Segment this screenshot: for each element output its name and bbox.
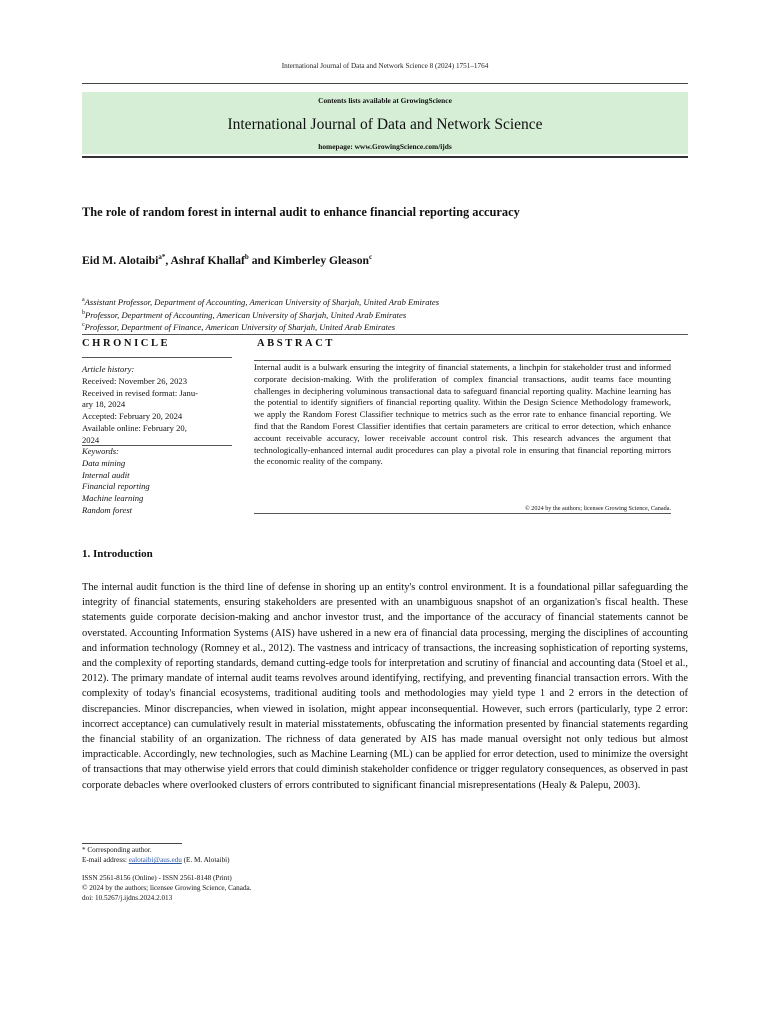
author-sup: a* [158,253,166,261]
abstract-copyright: © 2024 by the authors; licensee Growing Science, Canada. [525,505,671,512]
author-name: Kimberley Gleason [273,253,369,267]
author-name: Ashraf Khallaf [170,253,245,267]
header-rule [82,83,688,84]
revised-date-cont: ary 18, 2024 [82,399,126,410]
affiliation [82,322,688,332]
affiliation-text: Assistant Professor, Department of Accounting, American University of Sharjah, United Arab Emirates [84,297,440,307]
author-name: Eid M. Alotaibi [82,253,159,267]
keyword: Internal audit [82,469,130,480]
journal-title: International Journal of Data and Network Science [227,116,543,133]
author-list [82,253,688,267]
keyword: Financial reporting [82,481,150,492]
author-sep: and [248,253,274,267]
intro-heading: 1. Introduction [82,548,153,560]
received-date: Received: November 26, 2023 [82,375,188,386]
email-line [82,856,688,866]
keyword: Data mining [82,457,126,468]
journal-homepage: homepage: www.GrowingScience.com/ijds [318,142,452,151]
affiliation-text: Professor, Department of Accounting, American University of Sharjah, United Arab Emirates [85,310,407,320]
history-label: Article history: [82,364,135,374]
accepted-date: Accepted: February 20, 2024 [82,411,183,422]
footnote-rule [82,843,182,844]
author-sep: , [165,253,171,267]
affiliation-sup: a [82,297,85,304]
license-line: © 2024 by the authors; licensee Growing Science, Canada. [82,884,252,892]
revised-date: Received in revised format: Janu- [82,387,198,398]
corresponding-note: * Corresponding author. [82,846,152,854]
affiliation [82,310,688,320]
email-link[interactable]: ealotaibi@aus.edu [128,856,182,864]
keyword: Machine learning [82,493,144,504]
intro-paragraph: The internal audit function is the third line of defense in shoring up an entity's control environment. It is a foundational pillar safeguarding the integrity of financial statements, ensuring stakeholders are presented with an unambiguous snapshot of an organization's fiscal health. These statements guide corporate decision-making and anchor investor trust, and the importance of the accuracy of financial statements cannot be overstated. Accounting Information Systems (AIS) have ushered in a new era of financial data processing, merging the disciplines of accounting and information technology (Romney et al., 2012). The vastness and intricacy of transactions, the increasing sophistication of reporting systems, and the complexity of reporting standards, demand cutting-edge tools for interpretation and scrutiny of financial and accounting data (Stoel et al., 2012). The primary mandate of internal audit teams revolves around identifying, rectifying, and preventing financial transaction errors. With the complexity of today's financial ecosystems, traditional auditing tools and methodologies may yield type 1 and 2 errors in the detection of discrepancies. Minor discrepancies, when viewed in isolation, might appear inconsequential. However, such errors (particularly, type 2 error: incorrect acceptance) can cumulatively result in material misstatements, obfuscating the information presented by financial statements regarding the financial stability of an organization. The richness of data generated by AIS has made manual oversight not only tedious but almost impracticable. Accordingly, new technologies, such as Machine Learning (ML) can be applied for error detection, used to minimize the oversight of transactions that may otherwise yield errors that could diminish stakeholder confidence or trigger regulatory consequences, as observed in past corporate debacles where overlooked clusters of errors contributed to significant financial misrepresentations (Healy & Palepu, 2003). [82,582,688,791]
affiliation-text: Professor, Department of Finance, American University of Sharjah, United Arab Emirates [84,322,396,332]
online-date-cont: 2024 [82,434,100,445]
journal-banner [82,92,688,154]
abstract-text: Internal audit is a bulwark ensuring the integrity of financial statements, a linchpin for stakeholder trust and informed corporate decision-making. With the proliferation of complex financial transactions, audit teams face mounting challenges in deciphering voluminous transactional data to safeguard financial reporting quality. Machine learning has the potential to identify signifiers of financial reporting quality. Within the Design Science Methodology framework, we apply the Random Forest Classifier technique to metrics such as the error rate to enhance financial reporting. We find that the Random Forest Classifier identifies that certain parameters are critical to error detection, which enhance account receivable accuracy, lower receivable account control risk. This research advances the argument that technologically-enhanced internal audit procedures can play a pivotal role in ensuring that financial reporting mirrors the economic reality of the company. [254,362,671,467]
keywords-block [82,446,232,517]
section-rule [82,334,688,335]
affiliation [82,297,688,307]
author-sup: b [244,253,249,261]
doi-line: doi: 10.5267/j.ijdns.2024.2.013 [82,894,173,902]
online-date: Available online: February 20, [82,422,187,433]
affiliation-sup: b [82,310,85,317]
author-sup: c [368,253,373,261]
banner-contents-line: Contents lists available at GrowingScience [318,96,452,105]
running-head: International Journal of Data and Network Science 8 (2024) 1751–1764 [281,62,489,70]
abstract-bottom-rule [254,513,671,514]
keywords-label: Keywords: [82,446,119,456]
email-label: E-mail address: [82,856,129,864]
banner-rule [82,156,688,158]
chronicle-heading: CHRONICLE [82,338,171,349]
article-history [82,364,232,447]
paper-title: The role of random forest in internal audit to enhance financial reporting accuracy [82,205,520,219]
chronicle-rule [82,357,232,358]
affiliation-sup: c [82,322,85,329]
abstract-heading: ABSTRACT [257,338,335,349]
abstract-rule [254,360,671,361]
email-owner: (E. M. Alotaibi) [181,856,230,864]
keyword: Random forest [82,504,133,515]
issn-line: ISSN 2561-8156 (Online) - ISSN 2561-8148 (Print) [82,874,232,882]
